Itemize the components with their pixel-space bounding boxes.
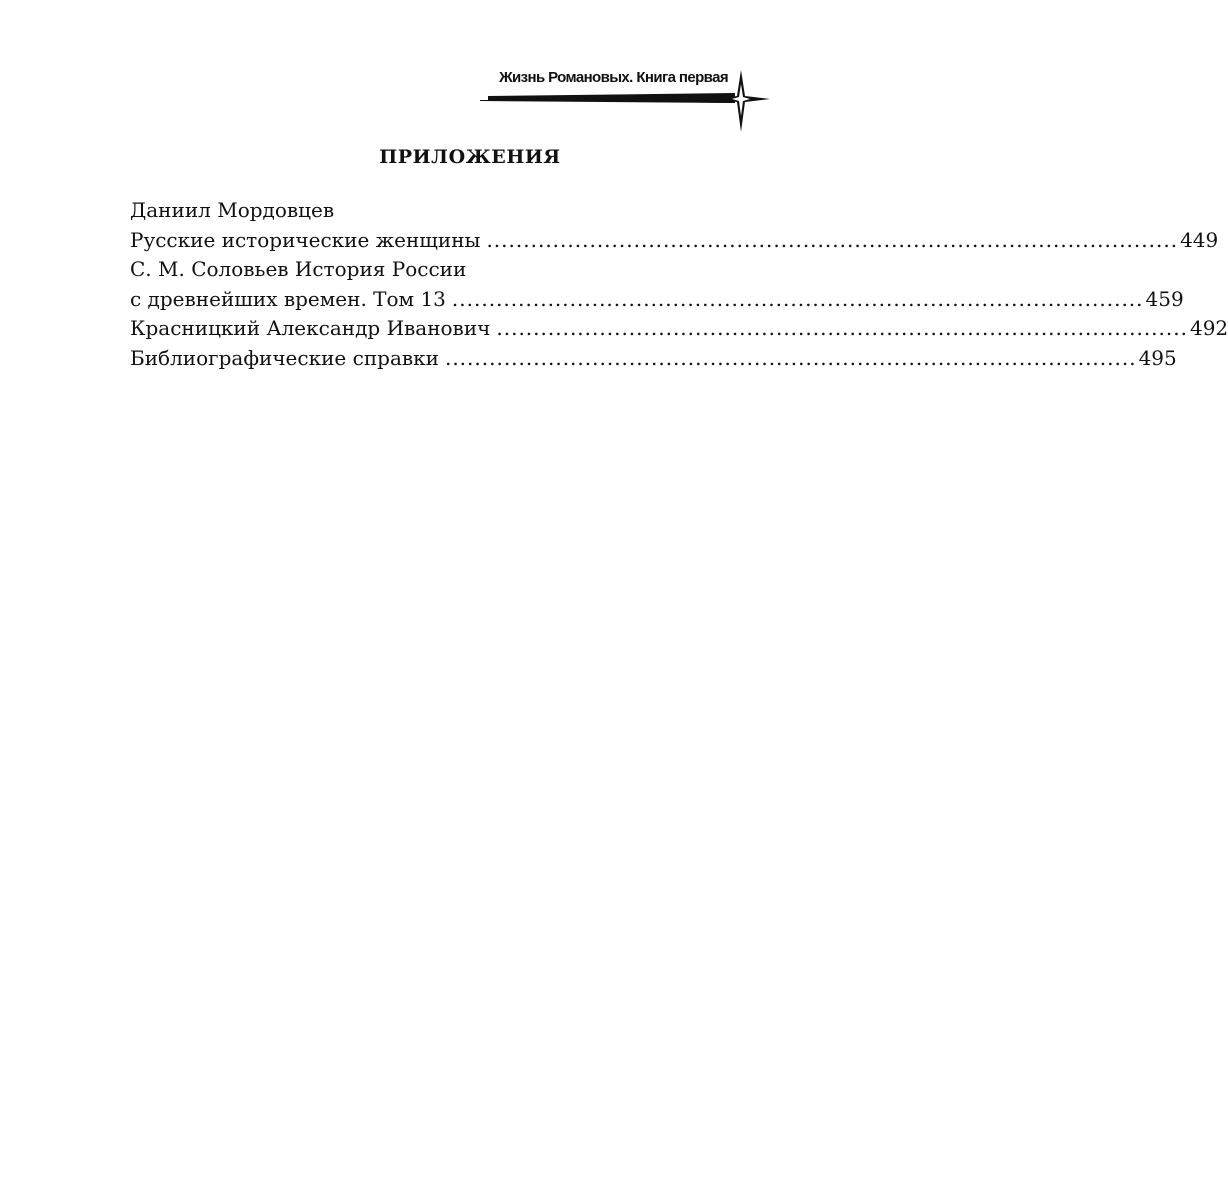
- toc-leader-dots: ..............................................................................................: [486, 227, 1179, 252]
- toc-entry-solovyov[interactable]: [130, 255, 1184, 314]
- toc-author-line: [130, 196, 770, 226]
- toc-entry-author: Даниил Мордовцев: [130, 198, 335, 222]
- running-header: [480, 60, 780, 140]
- toc-entry-page: 495: [1138, 345, 1177, 370]
- toc-entry-title: Русские исторические женщины: [130, 227, 481, 252]
- toc-title-line: [130, 344, 1177, 374]
- toc-leader-dots: ..............................................................................................: [451, 286, 1144, 311]
- toc-author-line: [130, 255, 770, 285]
- toc-title-line: [130, 226, 1219, 256]
- toc-entry-author: С. М. Соловьев История России: [130, 257, 467, 281]
- toc-entry-title: Красницкий Александр Иванович: [130, 316, 491, 340]
- table-of-contents: [130, 196, 1228, 373]
- toc-entry-page: 449: [1180, 227, 1219, 252]
- running-header-title: Жизнь Романовых. Книга первая: [499, 69, 728, 86]
- toc-title-line: [130, 285, 1184, 315]
- toc-entry-mordovtsev[interactable]: [130, 196, 1219, 255]
- toc-entry-bibliography[interactable]: [130, 344, 1177, 374]
- toc-leader-dots: ..............................................................................................: [496, 316, 1188, 340]
- toc-leader-dots: ..............................................................................................: [444, 345, 1137, 370]
- toc-entry-page: 492: [1189, 316, 1228, 340]
- toc-entry-krasnitsky[interactable]: [130, 314, 1228, 344]
- toc-entry-title: Библиографические справки: [130, 345, 439, 370]
- toc-entry-title: с древнейших времен. Том 13: [130, 286, 446, 311]
- toc-entry-page: 459: [1145, 286, 1184, 311]
- section-heading: ПРИЛОЖЕНИЯ: [379, 146, 561, 168]
- toc-title-line: [130, 314, 1228, 344]
